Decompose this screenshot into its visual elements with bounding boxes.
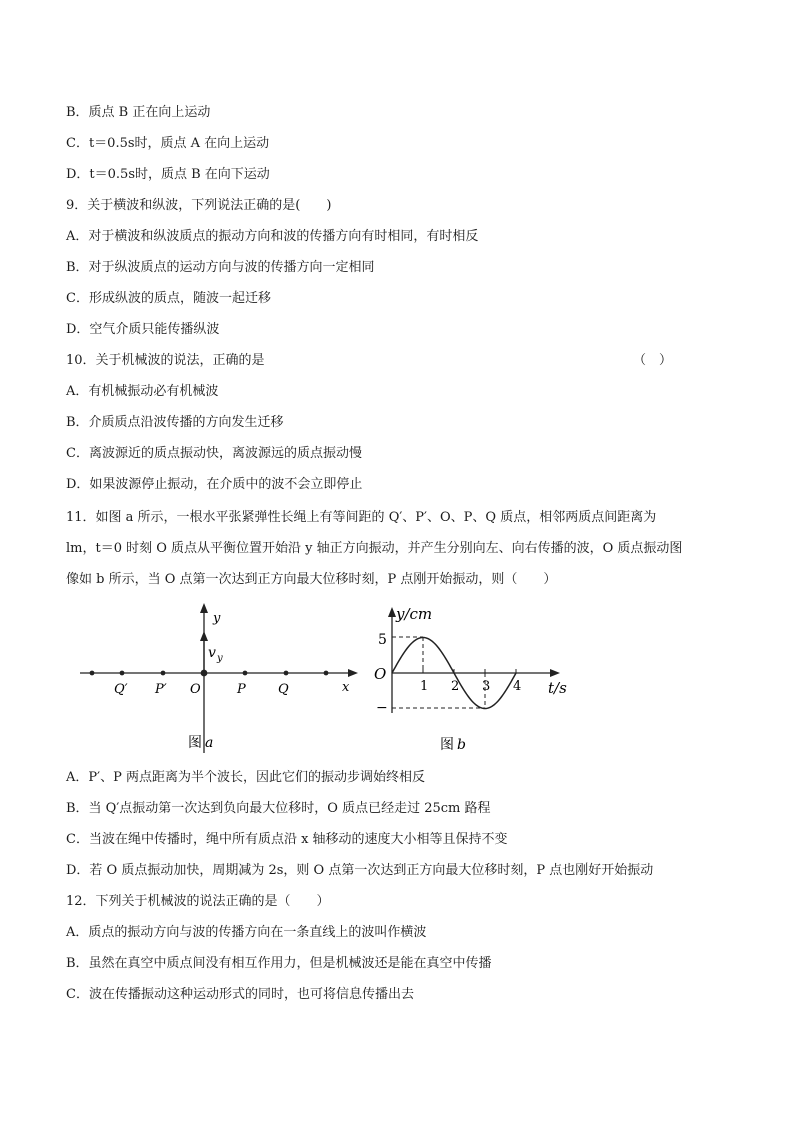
rope-point-label: Q xyxy=(278,682,289,697)
q11-stem-line3: 像如 b 所示，当 O 点第一次达到正方向最大位移时刻，P 点刚开始振动，则（ ） xyxy=(66,572,557,587)
figure-b xyxy=(374,605,567,753)
velocity-label: v xyxy=(208,645,216,661)
figure-a-y-arrow xyxy=(200,603,208,613)
figure-b-y-arrow xyxy=(388,607,396,617)
figure-a-x-label: x xyxy=(342,680,350,695)
q9-option-d: D．空气介质只能传播纵波 xyxy=(66,322,220,337)
rope-points xyxy=(114,670,289,697)
rope-point-label: Q′ xyxy=(114,682,128,697)
rope-point-dot xyxy=(120,671,125,676)
rope-point-dot xyxy=(201,670,208,677)
q12-option-b: B．虽然在真空中质点间没有相互作用力，但是机械波还是能在真空中传播 xyxy=(66,956,492,971)
q10-option-b: B．介质质点沿波传播的方向发生迁移 xyxy=(66,415,284,430)
figure-b-tick-label: 3 xyxy=(482,679,491,694)
rope-end-dot-left xyxy=(90,671,95,676)
q12-option-a: A．质点的振动方向与波的传播方向在一条直线上的波叫作横波 xyxy=(66,925,427,940)
q10-option-c: C．离波源近的质点振动快，离波源远的质点振动慢 xyxy=(66,446,362,461)
q9-option-b: B．对于纵波质点的运动方向与波的传播方向一定相同 xyxy=(66,260,375,275)
q11-option-c: C．当波在绳中传播时，绳中所有质点沿 x 轴移动的速度大小相等且保持不变 xyxy=(66,832,508,847)
q11-figures xyxy=(74,601,574,761)
q10-option-a: A．有机械振动必有机械波 xyxy=(66,384,219,399)
q8-option-b: B．质点 B 正在向上运动 xyxy=(66,105,211,120)
q11-option-b: B．当 Q′点振动第一次达到负向最大位移时，O 质点已经走过 25cm 路程 xyxy=(66,801,491,816)
figure-b-negative-label: − xyxy=(376,700,388,716)
q10-answer-paren: （ ） xyxy=(633,353,673,368)
rope-point-dot xyxy=(284,671,289,676)
q10-option-d: D．如果波源停止振动，在介质中的波不会立即停止 xyxy=(66,477,363,492)
rope-point-label: P xyxy=(237,682,246,697)
figure-b-t-arrow xyxy=(550,669,560,677)
rope-point-label: O xyxy=(190,682,201,697)
rope-point-label: P′ xyxy=(155,682,167,697)
q11-stem-line1: 11．如图 a 所示，一根水平张紧弹性长绳上有等间距的 Q′、P′、O、P、Q 质点，相邻两质点间距离为 xyxy=(66,510,657,525)
q10-stem xyxy=(66,351,746,371)
rope-point-dot xyxy=(243,671,248,676)
figure-b-y-label: y/cm xyxy=(396,605,433,623)
figure-b-caption: 图 b xyxy=(440,737,466,753)
q12-stem: 12．下列关于机械波的说法正确的是（ ） xyxy=(66,894,330,909)
figure-b-t-label: t/s xyxy=(548,679,567,697)
figure-b-tick-label: 1 xyxy=(420,679,429,694)
q11-stem-line2: lm，t＝0 时刻 O 质点从平衡位置开始沿 y 轴正方向振动，并产生分别向左、向右传播的波，O 质点振动图 xyxy=(66,541,683,556)
velocity-arrowhead xyxy=(200,631,208,641)
figure-b-origin-label: O xyxy=(374,665,387,683)
q11-figures-svg xyxy=(74,601,574,761)
figure-b-amplitude-label: 5 xyxy=(378,632,387,648)
figure-a xyxy=(80,603,358,753)
q8-option-c: C．t＝0.5s时，质点 A 在向上运动 xyxy=(66,136,270,151)
figure-a-x-arrow xyxy=(348,669,358,677)
figure-a-y-label: y xyxy=(213,611,221,626)
q11-option-a: A．P′、P 两点距离为半个波长，因此它们的振动步调始终相反 xyxy=(66,770,425,785)
q10-stem-text: 10．关于机械波的说法，正确的是 xyxy=(66,353,265,368)
q9-option-c: C．形成纵波的质点，随波一起迁移 xyxy=(66,291,271,306)
figure-a-caption: 图 a xyxy=(188,735,214,751)
figure-b-tick-label: 2 xyxy=(451,679,460,694)
rope-end-dot-right xyxy=(324,671,329,676)
rope-point-dot xyxy=(161,671,166,676)
q11-option-d: D．若 O 质点振动加快，周期减为 2s，则 O 点第一次达到正方向最大位移时刻，P 点也刚好开始振动 xyxy=(66,863,654,878)
velocity-subscript: y xyxy=(217,653,223,664)
figure-b-tick-label: 4 xyxy=(513,679,522,694)
q8-option-d: D．t＝0.5s时，质点 B 在向下运动 xyxy=(66,167,270,182)
q9-stem: 9．关于横波和纵波，下列说法正确的是( ) xyxy=(66,198,332,213)
q12-option-c: C．波在传播振动这种运动形式的同时，也可将信息传播出去 xyxy=(66,987,414,1002)
q9-option-a: A．对于横波和纵波质点的振动方向和波的传播方向有时相同，有时相反 xyxy=(66,229,479,244)
